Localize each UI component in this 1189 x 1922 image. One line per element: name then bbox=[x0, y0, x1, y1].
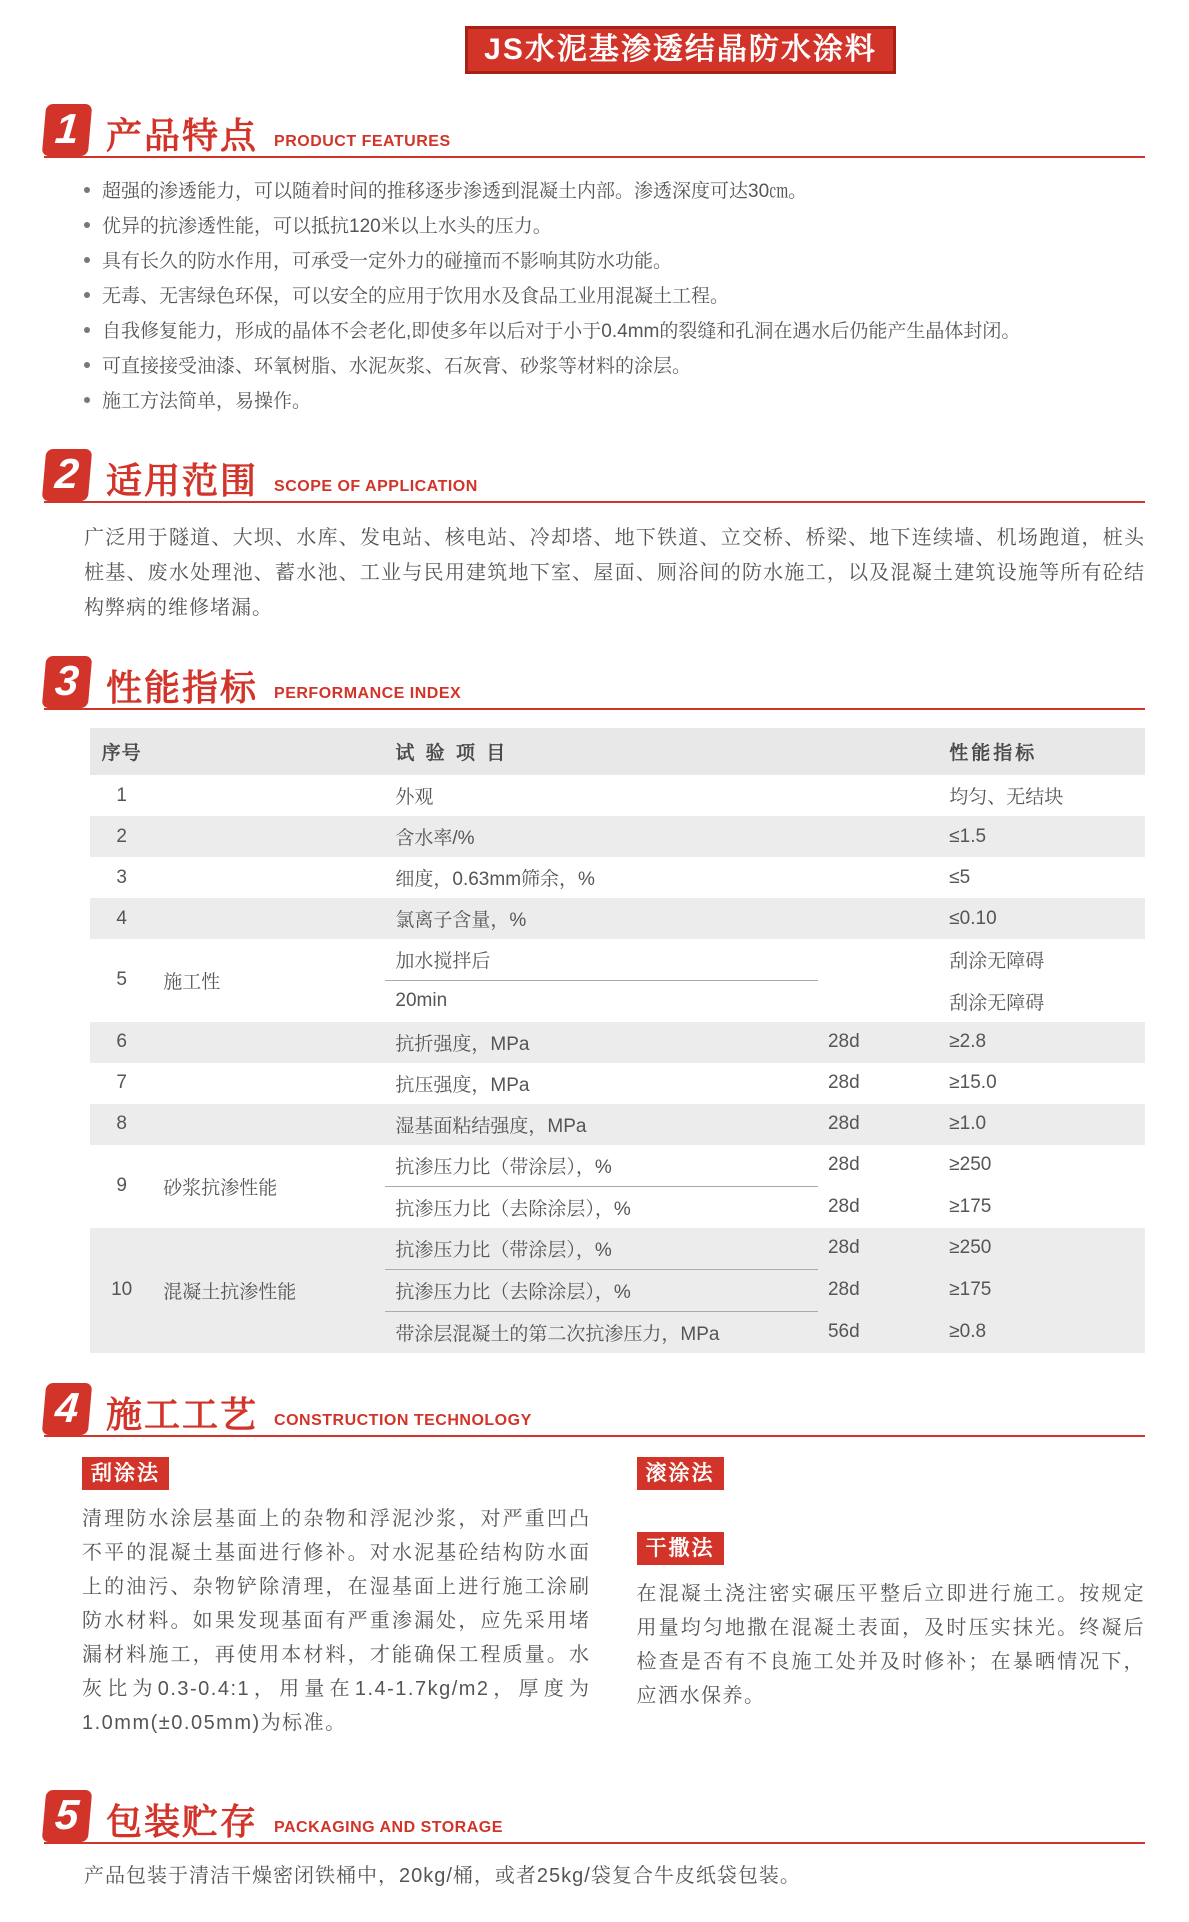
cell-item: 外观 bbox=[395, 787, 434, 808]
cell-no: 3 bbox=[116, 866, 127, 888]
header-no: 序号 bbox=[90, 728, 153, 775]
bullet-icon bbox=[84, 292, 90, 298]
cell-value: ≤0.10 bbox=[939, 898, 1145, 939]
section-subtitle: PACKAGING AND STORAGE bbox=[274, 1818, 503, 1836]
method-badge-dry: 干撒法 bbox=[637, 1532, 724, 1565]
cell-age: 28d bbox=[818, 1269, 939, 1311]
cell-no: 8 bbox=[90, 1104, 153, 1145]
cell-age bbox=[818, 816, 939, 857]
cell-group bbox=[153, 898, 385, 939]
table-row bbox=[90, 1022, 1145, 1063]
section-performance-index bbox=[44, 656, 1145, 1353]
section-number-badge: 2 bbox=[42, 449, 93, 501]
table-row bbox=[90, 939, 1145, 981]
cell-value: ≥250 bbox=[949, 1154, 992, 1176]
header-item: 试 验 项 目 bbox=[385, 728, 818, 775]
cell-value: ≥175 bbox=[949, 1195, 992, 1217]
section-number-badge: 4 bbox=[42, 1383, 93, 1435]
section-scope bbox=[44, 449, 1145, 626]
spacer bbox=[637, 1490, 1146, 1532]
method-badge-scrape: 刮涂法 bbox=[82, 1457, 169, 1490]
list-item bbox=[84, 244, 1145, 279]
cell-item: 抗压强度，MPa bbox=[395, 1074, 530, 1096]
cell-value: ≥1.0 bbox=[939, 1104, 1145, 1145]
cell-no: 5 bbox=[116, 969, 127, 991]
cell-age: 28d bbox=[827, 1072, 860, 1093]
cell-item: 含水率/% bbox=[385, 816, 818, 857]
scope-paragraph: 广泛用于隧道、大坝、水库、发电站、核电站、冷却塔、地下铁道、立交桥、桥梁、地下连续墙、机场跑道，桩头桩基、废水处理池、蓄水池、工业与民用建筑地下室、屋面、厕浴间的防水施工，以及混凝土建筑设施等所有砼结构弊病的维修堵漏。 bbox=[84, 527, 1145, 619]
section-subtitle: PERFORMANCE INDEX bbox=[274, 685, 462, 702]
bullet-text: 具有长久的防水作用，可承受一定外力的碰撞而不影响其防水功能。 bbox=[102, 251, 673, 272]
cell-age: 28d bbox=[818, 1022, 939, 1063]
cell-item: 抗渗压力比（带涂层），% bbox=[385, 1145, 818, 1187]
cell-no: 7 bbox=[116, 1072, 127, 1093]
cell-no: 1 bbox=[116, 784, 127, 806]
table-row bbox=[90, 1145, 1145, 1187]
section-number-badge: 3 bbox=[42, 656, 93, 708]
bullet-text: 无毒、无害绿色环保，可以安全的应用于饮用水及食品工业用混凝土工程。 bbox=[102, 286, 730, 307]
cell-age: 28d bbox=[827, 1195, 860, 1217]
cell-no: 10 bbox=[90, 1228, 153, 1353]
cell-value: 刮涂无障碍 bbox=[949, 992, 1045, 1014]
bullet-icon bbox=[84, 327, 90, 333]
feature-list bbox=[84, 174, 1145, 419]
bullet-text: 自我修复能力，形成的晶体不会老化,即使多年以后对于小于0.4mm的裂缝和孔洞在遇水后仍能产生晶体封闭。 bbox=[102, 321, 1021, 342]
table-row bbox=[90, 1104, 1145, 1145]
cell-item: 抗渗压力比（去除涂层），% bbox=[385, 1269, 818, 1311]
cell-group bbox=[153, 775, 385, 816]
section-subtitle: SCOPE OF APPLICATION bbox=[274, 478, 478, 495]
cell-item: 湿基面粘结强度，MPa bbox=[385, 1104, 818, 1145]
performance-table bbox=[90, 728, 1145, 1353]
list-item bbox=[84, 209, 1145, 244]
list-item bbox=[84, 279, 1145, 314]
cell-value: 刮涂无障碍 bbox=[949, 951, 1045, 973]
bullet-text: 施工方法简单，易操作。 bbox=[102, 391, 312, 412]
cell-age bbox=[818, 857, 939, 898]
section-header bbox=[44, 449, 1145, 503]
bullet-text: 优异的抗渗透性能，可以抵抗120米以上水头的压力。 bbox=[102, 216, 552, 237]
method-badge-roll: 滚涂法 bbox=[637, 1457, 724, 1490]
cell-value: ≥175 bbox=[939, 1269, 1145, 1311]
section-title: 适用范围 bbox=[106, 460, 259, 501]
cell-value: ≤1.5 bbox=[939, 816, 1145, 857]
cell-group bbox=[153, 857, 385, 898]
cell-value: ≥2.8 bbox=[939, 1022, 1145, 1063]
cell-item: 抗渗压力比（带涂层），% bbox=[385, 1228, 818, 1270]
cell-age bbox=[818, 939, 939, 981]
cell-value: ≥250 bbox=[939, 1228, 1145, 1270]
scrape-method-text: 清理防水涂层基面上的杂物和浮泥沙浆，对严重凹凸不平的混凝土基面进行修补。对水泥基砼结构防水面上的油污、杂物铲除清理，在湿基面上进行施工涂刷防水材料。如果发现基面有严重渗漏处，应先采用堵漏材料施工，再使用本材料，才能确保工程质量。水灰比为0.3-0.4:1，用量在1.4-1.7kg/m2，厚度为1.0mm(±0.05mm)为标准。 bbox=[82, 1507, 591, 1734]
bullet-icon bbox=[84, 257, 90, 263]
table-row bbox=[90, 857, 1145, 898]
cell-age: 56d bbox=[818, 1311, 939, 1353]
cell-value: ≥0.8 bbox=[939, 1311, 1145, 1353]
section-subtitle: PRODUCT FEATURES bbox=[274, 133, 451, 150]
list-item bbox=[84, 384, 1145, 419]
dry-method-text: 在混凝土浇注密实碾压平整后立即进行施工。按规定用量均匀地撒在混凝土表面，及时压实抹光。终凝后检查是否有不良施工处并及时修补；在暴晒情况下，应洒水保养。 bbox=[636, 1583, 1145, 1708]
section-packaging-storage bbox=[44, 1790, 1145, 1892]
title-bar-container bbox=[44, 0, 1145, 74]
section-number-badge: 1 bbox=[42, 104, 93, 156]
cell-group: 砂浆抗渗性能 bbox=[163, 1177, 278, 1199]
section-product-features bbox=[44, 104, 1145, 419]
cell-value: ≤5 bbox=[949, 866, 971, 888]
section-header bbox=[44, 656, 1145, 710]
cell-no: 4 bbox=[90, 898, 153, 939]
bullet-icon bbox=[84, 187, 90, 193]
cell-age bbox=[818, 898, 939, 939]
cell-group: 施工性 bbox=[163, 971, 221, 993]
cell-group bbox=[153, 1104, 385, 1145]
list-item bbox=[84, 314, 1145, 349]
cell-group bbox=[153, 816, 385, 857]
section-header bbox=[44, 104, 1145, 158]
bullet-icon bbox=[84, 397, 90, 403]
section-subtitle: CONSTRUCTION TECHNOLOGY bbox=[274, 1411, 532, 1429]
cell-item: 加水搅拌后 bbox=[385, 939, 818, 981]
section-header bbox=[44, 1383, 1145, 1437]
list-item bbox=[84, 174, 1145, 209]
packaging-paragraph: 产品包装于清洁干燥密闭铁桶中，20kg/桶，或者25kg/袋复合牛皮纸袋包装。 bbox=[84, 1864, 801, 1887]
cell-item: 氯离子含量，% bbox=[385, 898, 818, 939]
cell-group bbox=[153, 1022, 385, 1063]
section-title: 施工工艺 bbox=[106, 1393, 259, 1435]
cell-item: 抗折强度，MPa bbox=[385, 1022, 818, 1063]
cell-age bbox=[818, 775, 939, 816]
table-row bbox=[90, 816, 1145, 857]
cell-item: 带涂层混凝土的第二次抗渗压力，MPa bbox=[385, 1311, 818, 1353]
section-title: 性能指标 bbox=[106, 667, 259, 708]
cell-item: 细度，0.63mm筛余，% bbox=[395, 869, 595, 890]
cell-item: 20min bbox=[395, 990, 448, 1012]
section-number-badge: 5 bbox=[42, 1790, 93, 1842]
section-construction-technology bbox=[44, 1383, 1145, 1760]
cell-group bbox=[153, 1063, 385, 1104]
cell-no: 9 bbox=[116, 1175, 127, 1196]
section-header bbox=[44, 1790, 1145, 1844]
cell-age: 28d bbox=[818, 1104, 939, 1145]
performance-table-container bbox=[90, 728, 1145, 1353]
cell-value: ≥15.0 bbox=[949, 1072, 997, 1093]
bullet-icon bbox=[84, 222, 90, 228]
table-row bbox=[90, 1063, 1145, 1104]
scrape-method-column bbox=[82, 1457, 591, 1760]
cell-no: 6 bbox=[90, 1022, 153, 1063]
cell-group: 混凝土抗渗性能 bbox=[153, 1228, 385, 1353]
table-row bbox=[90, 1228, 1145, 1270]
table-header-row bbox=[90, 728, 1145, 775]
cell-value: 均匀、无结块 bbox=[949, 787, 1064, 808]
cell-no: 2 bbox=[90, 816, 153, 857]
cell-age bbox=[818, 981, 939, 1022]
cell-item: 抗渗压力比（去除涂层），% bbox=[395, 1198, 631, 1220]
cell-age: 28d bbox=[827, 1154, 860, 1176]
header-group bbox=[153, 728, 385, 775]
roll-dry-method-column bbox=[637, 1457, 1146, 1760]
header-age bbox=[818, 728, 939, 775]
section-title: 产品特点 bbox=[106, 115, 259, 156]
bullet-text: 可直接接受油漆、环氧树脂、水泥灰浆、石灰膏、砂浆等材料的涂层。 bbox=[102, 356, 692, 377]
construction-columns bbox=[82, 1457, 1145, 1760]
list-item bbox=[84, 349, 1145, 384]
bullet-icon bbox=[84, 362, 90, 368]
cell-age: 28d bbox=[818, 1228, 939, 1270]
bullet-text: 超强的渗透能力，可以随着时间的推移逐步渗透到混凝土内部。渗透深度可达30㎝。 bbox=[102, 181, 808, 202]
page-title: JS水泥基渗透结晶防水涂料 bbox=[465, 26, 896, 74]
table-row bbox=[90, 898, 1145, 939]
table-row bbox=[90, 775, 1145, 816]
header-index: 性能指标 bbox=[939, 728, 1145, 775]
section-title: 包装贮存 bbox=[106, 1800, 259, 1842]
